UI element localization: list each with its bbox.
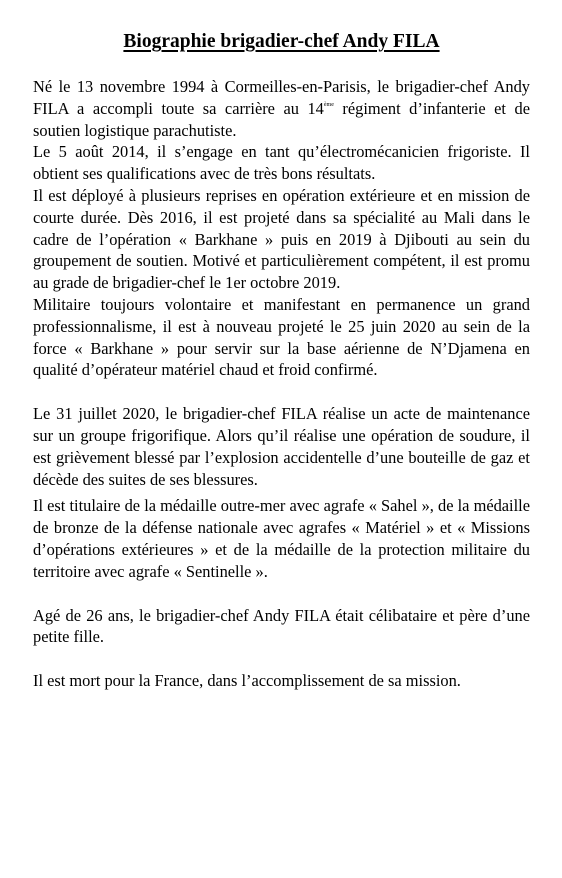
- paragraph-accident: Le 31 juillet 2020, le brigadier-chef FILA réalise un acte de maintenance sur un groupe frigorifique. Alors qu’il réalise une opération de soudure, il est grièvement blessé par l’explosion accidentelle d’une bouteille de gaz et décède des suites de ses blessures.: [33, 404, 530, 489]
- paragraph-decorations: Il est titulaire de la médaille outre-mer avec agrafe « Sahel », de la médaille de bronze de la défense nationale avec agrafes « Matériel » et « Missions d’opérations extérieures » et de la médaille de la protection militaire du territoire avec agrafe « Sentinelle ».: [33, 496, 530, 581]
- paragraph-tribute: Il est mort pour la France, dans l’accomplissement de sa mission.: [33, 671, 461, 691]
- biography-page: [33, 30, 530, 692]
- page-title: Biographie brigadier-chef Andy FILA: [123, 31, 440, 52]
- paragraph-birth-career: Né le 13 novembre 1994 à Cormeilles-en-Parisis, le brigadier-chef Andy FILA a accompli toute sa carrière au 14ème régiment d’infanterie et de soutien logistique parachutiste.: [33, 77, 530, 140]
- paragraph-deployments: Il est déployé à plusieurs reprises en opération extérieure et en mission de courte durée. Dès 2016, il est projeté dans sa spécialité au Mali dans le cadre de l’opération « Barkhane » puis en 2019 à Djibouti au sein du groupement de soutien. Motivé et particulièrement compétent, il est promu au grade de brigadier-chef le 1er octobre 2019.: [33, 185, 530, 293]
- paragraph-barkhane-2020: Militaire toujours volontaire et manifestant en permanence un grand professionnalisme, il est à nouveau projeté le 25 juin 2020 au sein de la force « Barkhane » pour servir sur la base aérienne de N’Djamena en qualité d’opérateur matériel chaud et froid confirmé.: [33, 294, 530, 380]
- ordinal-superscript: ème: [323, 101, 334, 108]
- paragraph-family: Agé de 26 ans, le brigadier-chef Andy FILA était célibataire et père d’une petite fille.: [33, 605, 530, 647]
- paragraph-enlistment: Le 5 août 2014, il s’engage en tant qu’électromécanicien frigoriste. Il obtient ses qualifications avec de très bons résultats.: [33, 142, 530, 184]
